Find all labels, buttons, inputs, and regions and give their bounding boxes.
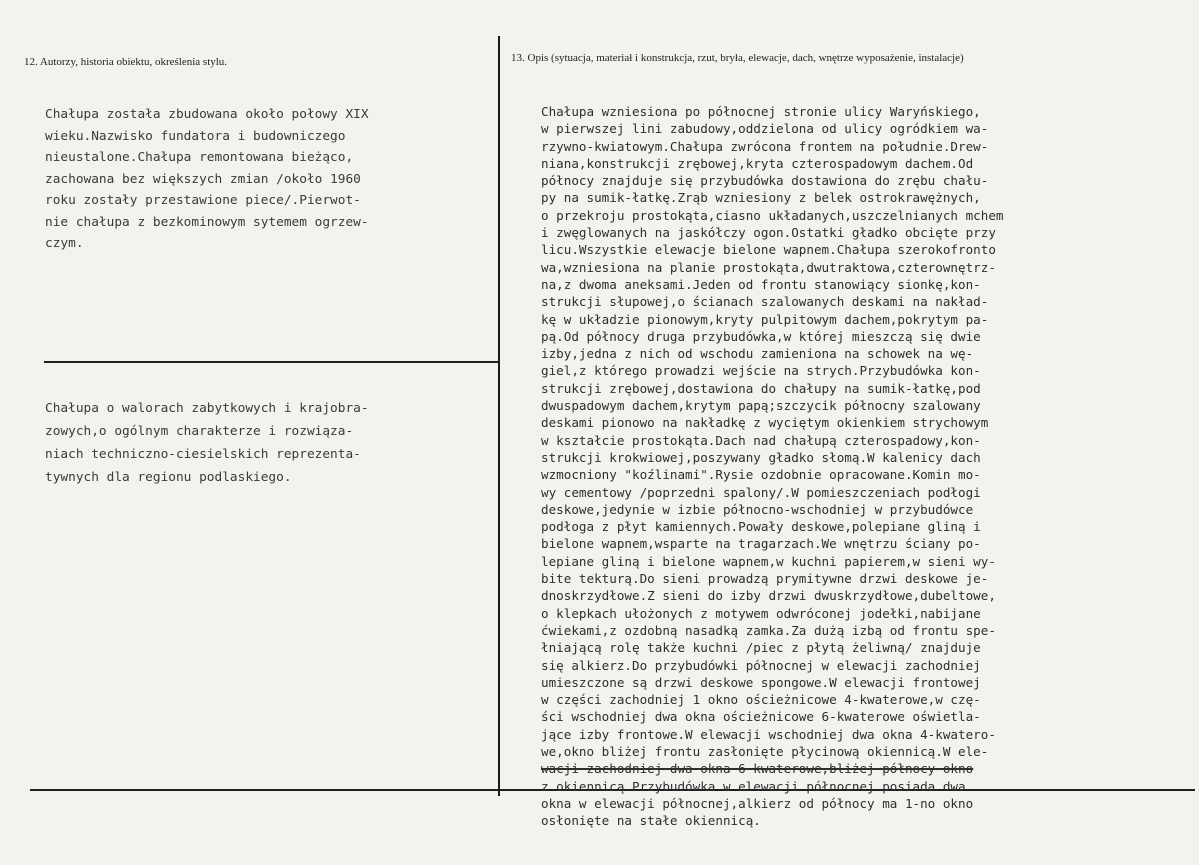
text-line: niana,konstrukcji zrębowej,kryta czterospadowym dachem.Od xyxy=(541,155,974,171)
text-line: Chałupa została zbudowana około połowy XIX xyxy=(45,107,369,122)
section-12-header: 12. Autorzy, historia obiektu, określenia stylu. xyxy=(24,56,228,68)
text-line: strukcji słupowej,o ścianach szalowanych deskami na nakład- xyxy=(541,294,989,310)
text-line: w kształcie prostokąta.Dach nad chałupą czterospadowy,kon- xyxy=(541,432,981,448)
text-line: podłoga z płyt kamiennych.Powały deskowe,polepiane gliną i xyxy=(541,519,981,535)
text-line: ćwiekami,z ozdobną nasadką zamka.Za dużą izbą od frontu spe- xyxy=(541,622,996,638)
text-line: rzywno-kwiatowym.Chałupa zwrócona frontem na południe.Drew- xyxy=(541,138,989,154)
left-section-divider xyxy=(44,361,500,363)
text-line: jące izby frontowe.W elewacji wschodniej dwa okna 4-kwatero- xyxy=(541,726,996,742)
text-line: wa,wzniesiona na planie prostokąta,dwutraktowa,czterownętrz- xyxy=(541,259,996,275)
text-line: wzmocniony "koźlinami".Rysie ozdobnie opracowane.Komin mo- xyxy=(541,467,981,483)
text-line: wieku.Nazwisko fundatora i budowniczego xyxy=(45,128,346,144)
text-line: dwuspadowym dachem,krytym papą;szczycik północny szalowany xyxy=(541,398,981,414)
text-line: strukcji krokwiowej,poszywany gładko słomą.W kalenicy dach xyxy=(541,449,981,465)
text-line: Chałupa wzniesiona po północnej stronie ulicy Waryńskiego, xyxy=(541,104,981,119)
text-line: lepiane gliną i bielone wapnem,w kuchni papierem,w sieni wy- xyxy=(541,553,996,569)
text-line: tywnych dla regionu podlaskiego. xyxy=(45,470,292,485)
text-line: izby,jedna z nich od wschodu zamieniona na schowek na wę- xyxy=(541,346,974,362)
text-line: i zwęglowanych na jaskółczy ogon.Ostatki gładko obcięte przy xyxy=(541,225,996,241)
text-line: w części zachodniej 1 okno ościeżnicowe 4-kwaterowe,w czę- xyxy=(541,692,981,708)
text-line: osłonięte na stałe okiennicą. xyxy=(541,813,761,829)
text-line: z okiennicą.Przybudówka w elewacji północnej posiada dwa xyxy=(541,778,966,794)
text-line: deskami pionowo na nakładkę z wyciętym okienkiem strychowym xyxy=(541,415,989,431)
text-line: się alkierz.Do przybudówki północnej w elewacji zachodniej xyxy=(541,657,981,673)
text-line: zowych,o ogólnym charakterze i rozwiąza- xyxy=(45,424,354,439)
text-line: wy cementowy /poprzedni spalony/.W pomieszczeniach podłogi xyxy=(541,484,981,500)
text-line: pą.Od północy druga przybudówka,w której mieszczą się dwie xyxy=(541,328,981,344)
text-line: bite tekturą.Do sieni prowadzą prymitywne drzwi deskowe je- xyxy=(541,571,989,587)
text-line: okna w elewacji północnej,alkierz od północy ma 1-no okno xyxy=(541,795,974,811)
style-assessment-text xyxy=(45,397,369,489)
text-line: deskowe,jedynie w izbie północno-wschodniej w przybudówce xyxy=(541,501,974,517)
text-line: umieszczone są drzwi deskowe spongowe.W elewacji frontowej xyxy=(541,674,981,690)
text-line: niach techniczno-ciesielskich reprezenta- xyxy=(45,447,361,462)
text-line: na,z dwoma aneksami.Jeden od frontu stanowiący sionkę,kon- xyxy=(541,276,981,292)
text-line: we,okno bliżej frontu zasłonięte płycinową okiennicą.W ele- xyxy=(541,743,989,759)
text-line: bielone wapnem,wsparte na tragarzach.We wnętrzu ściany po- xyxy=(541,536,981,552)
text-line: dnoskrzydłowe.Z sieni do izby drzwi dwuskrzydłowe,dubeltowe, xyxy=(541,588,996,604)
text-line: o klepkach ułożonych z motywem odwróconej jodełki,nabijane xyxy=(541,605,981,621)
description-text xyxy=(541,103,1004,829)
text-line: zachowana bez większych zmian /około 1960 xyxy=(45,171,361,187)
authors-history-text xyxy=(45,104,369,255)
text-line: północy znajduje się przybudówka dostawiona do zrębu chału- xyxy=(541,173,989,189)
column-divider xyxy=(498,36,500,796)
text-line: roku zostały przestawione piece/.Pierwot- xyxy=(45,193,361,208)
text-line: o przekroju prostokąta,ciasno układanych,uszczelnianych mchem xyxy=(541,207,1004,223)
text-line: kę w układzie pionowym,kryty pulpitowym dachem,pokrytym pa- xyxy=(541,311,989,327)
text-line: giel,z którego prowadzi wejście na strych.Przybudówka kon- xyxy=(541,363,981,379)
text-line: Chałupa o walorach zabytkowych i krajobra- xyxy=(45,401,369,416)
text-line: w pierwszej lini zabudowy,oddzielona od ulicy ogródkiem wa- xyxy=(541,121,989,137)
section-13-header: 13. Opis (sytuacja, materiał i konstrukcja, rzut, bryła, elewacje, dach, wnętrze wyposażenie, instalacje) xyxy=(511,52,964,64)
text-line: licu.Wszystkie elewacje bielone wapnem.Chałupa szerokofronto xyxy=(541,242,996,258)
text-line: py na sumik-łatkę.Zrąb wzniesiony z belek ostrokrawężnych, xyxy=(541,190,981,206)
text-line: nie chałupa z bezkominowym sytemem ogrzew- xyxy=(45,214,369,230)
text-line: strukcji zrębowej,dostawiona do chałupy na sumik-łatkę,pod xyxy=(541,380,981,396)
text-line: czym. xyxy=(45,236,84,251)
text-line: ści wschodniej dwa okna ościeżnicowe 6-kwaterowe oświetla- xyxy=(541,709,981,725)
text-line: wacji zachodniej dwa okna 6-kwaterowe,bliżej północy okno xyxy=(541,761,974,777)
text-line: nieustalone.Chałupa remontowana bieżąco, xyxy=(45,150,354,165)
text-line: łniającą rolę także kuchni /piec z płytą żeliwną/ znajduje xyxy=(541,640,981,656)
